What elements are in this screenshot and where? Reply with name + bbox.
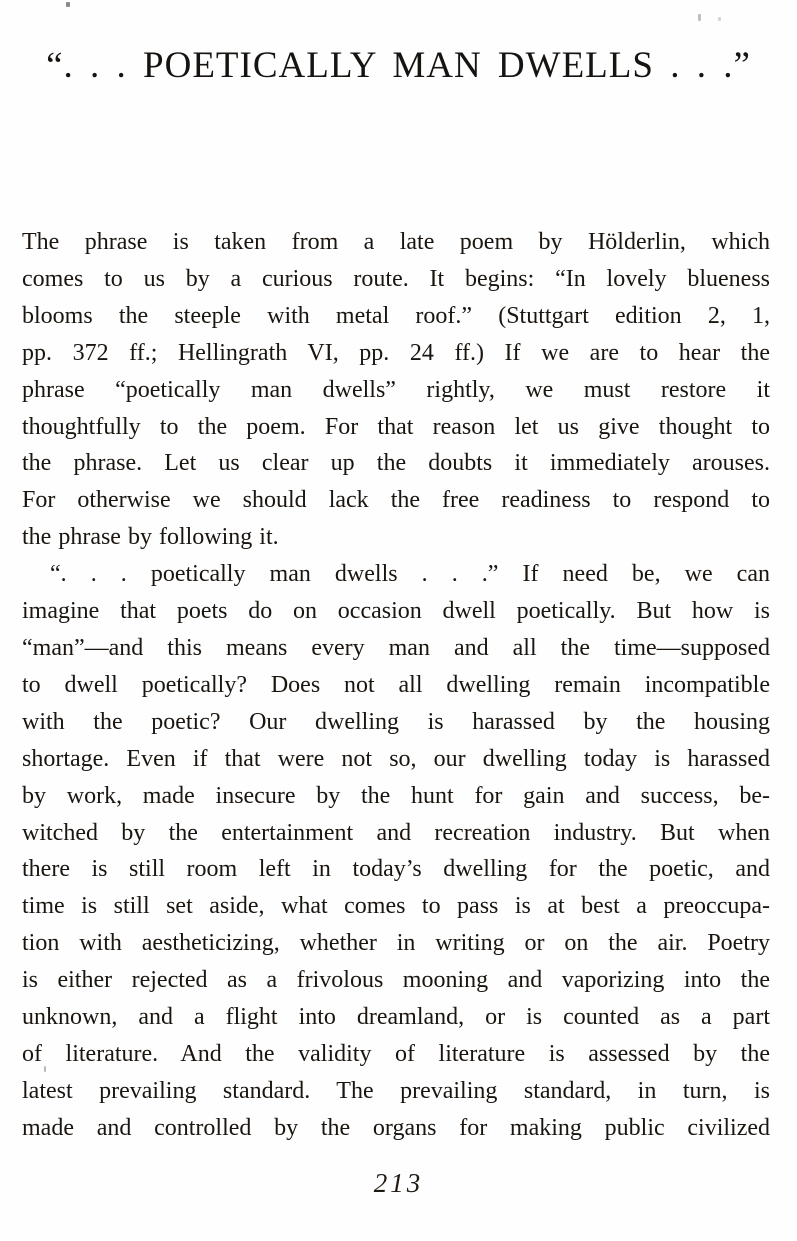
text-line: “. . . poetically man dwells . . .” If need be, we can [50,561,770,588]
scan-artifact [698,14,701,21]
text-line: time is still set aside, what comes to pass is at best a preoccupa- [22,893,770,920]
text-line: is either rejected as a frivolous mooning and vaporizing into the [22,967,770,994]
text-line: The phrase is taken from a late poem by Hölderlin, which [22,229,770,255]
text-line: there is still room left in today’s dwelling for the poetic, and [22,856,770,883]
text-line: comes to us by a curious route. It begins: “In lovely blueness [22,265,770,292]
text-line: “man”—and this means every man and all the time—supposed [22,634,770,661]
text-line: made and controlled by the organs for making public civilized [22,1114,770,1141]
text-line: blooms the steeple with metal roof.” (Stuttgart edition 2, 1, [22,302,770,329]
text-line: pp. 372 ff.; Hellingrath VI, pp. 24 ff.) If we are to hear the [22,339,770,366]
page-number: 213 [373,1168,424,1198]
scan-artifact [66,2,70,7]
text-line: unknown, and a flight into dreamland, or is counted as a part [22,1004,770,1031]
text-line: tion with aestheticizing, whether in writing or on the air. Poetry [22,930,770,957]
text-line: phrase “poetically man dwells” rightly, we must restore it [22,376,770,403]
text-line: For otherwise we should lack the free readiness to respond to [22,487,770,514]
text-line: shortage. Even if that were not so, our dwelling today is harassed [22,745,770,772]
chapter-title: “. . . POETICALLY MAN DWELLS . . .” [46,45,751,86]
text-line: witched by the entertainment and recreation industry. But when [22,819,770,846]
text-line: the phrase. Let us clear up the doubts it immediately arouses. [22,450,770,477]
text-line: of literature. And the validity of literature is assessed by the [22,1040,770,1067]
text-line: thoughtfully to the poem. For that reason let us give thought to [22,413,770,440]
body-text [22,224,770,1147]
text-line: the phrase by following it. [22,524,279,551]
text-line: latest prevailing standard. The prevailing standard, in turn, is [22,1077,770,1104]
scan-artifact [718,17,721,21]
text-line: to dwell poetically? Does not all dwelling remain incompatible [22,671,770,698]
text-line: by work, made insecure by the hunt for gain and success, be- [22,782,770,809]
text-line: with the poetic? Our dwelling is harassed by the housing [22,708,770,735]
text-line: imagine that poets do on occasion dwell poetically. But how is [22,598,770,625]
